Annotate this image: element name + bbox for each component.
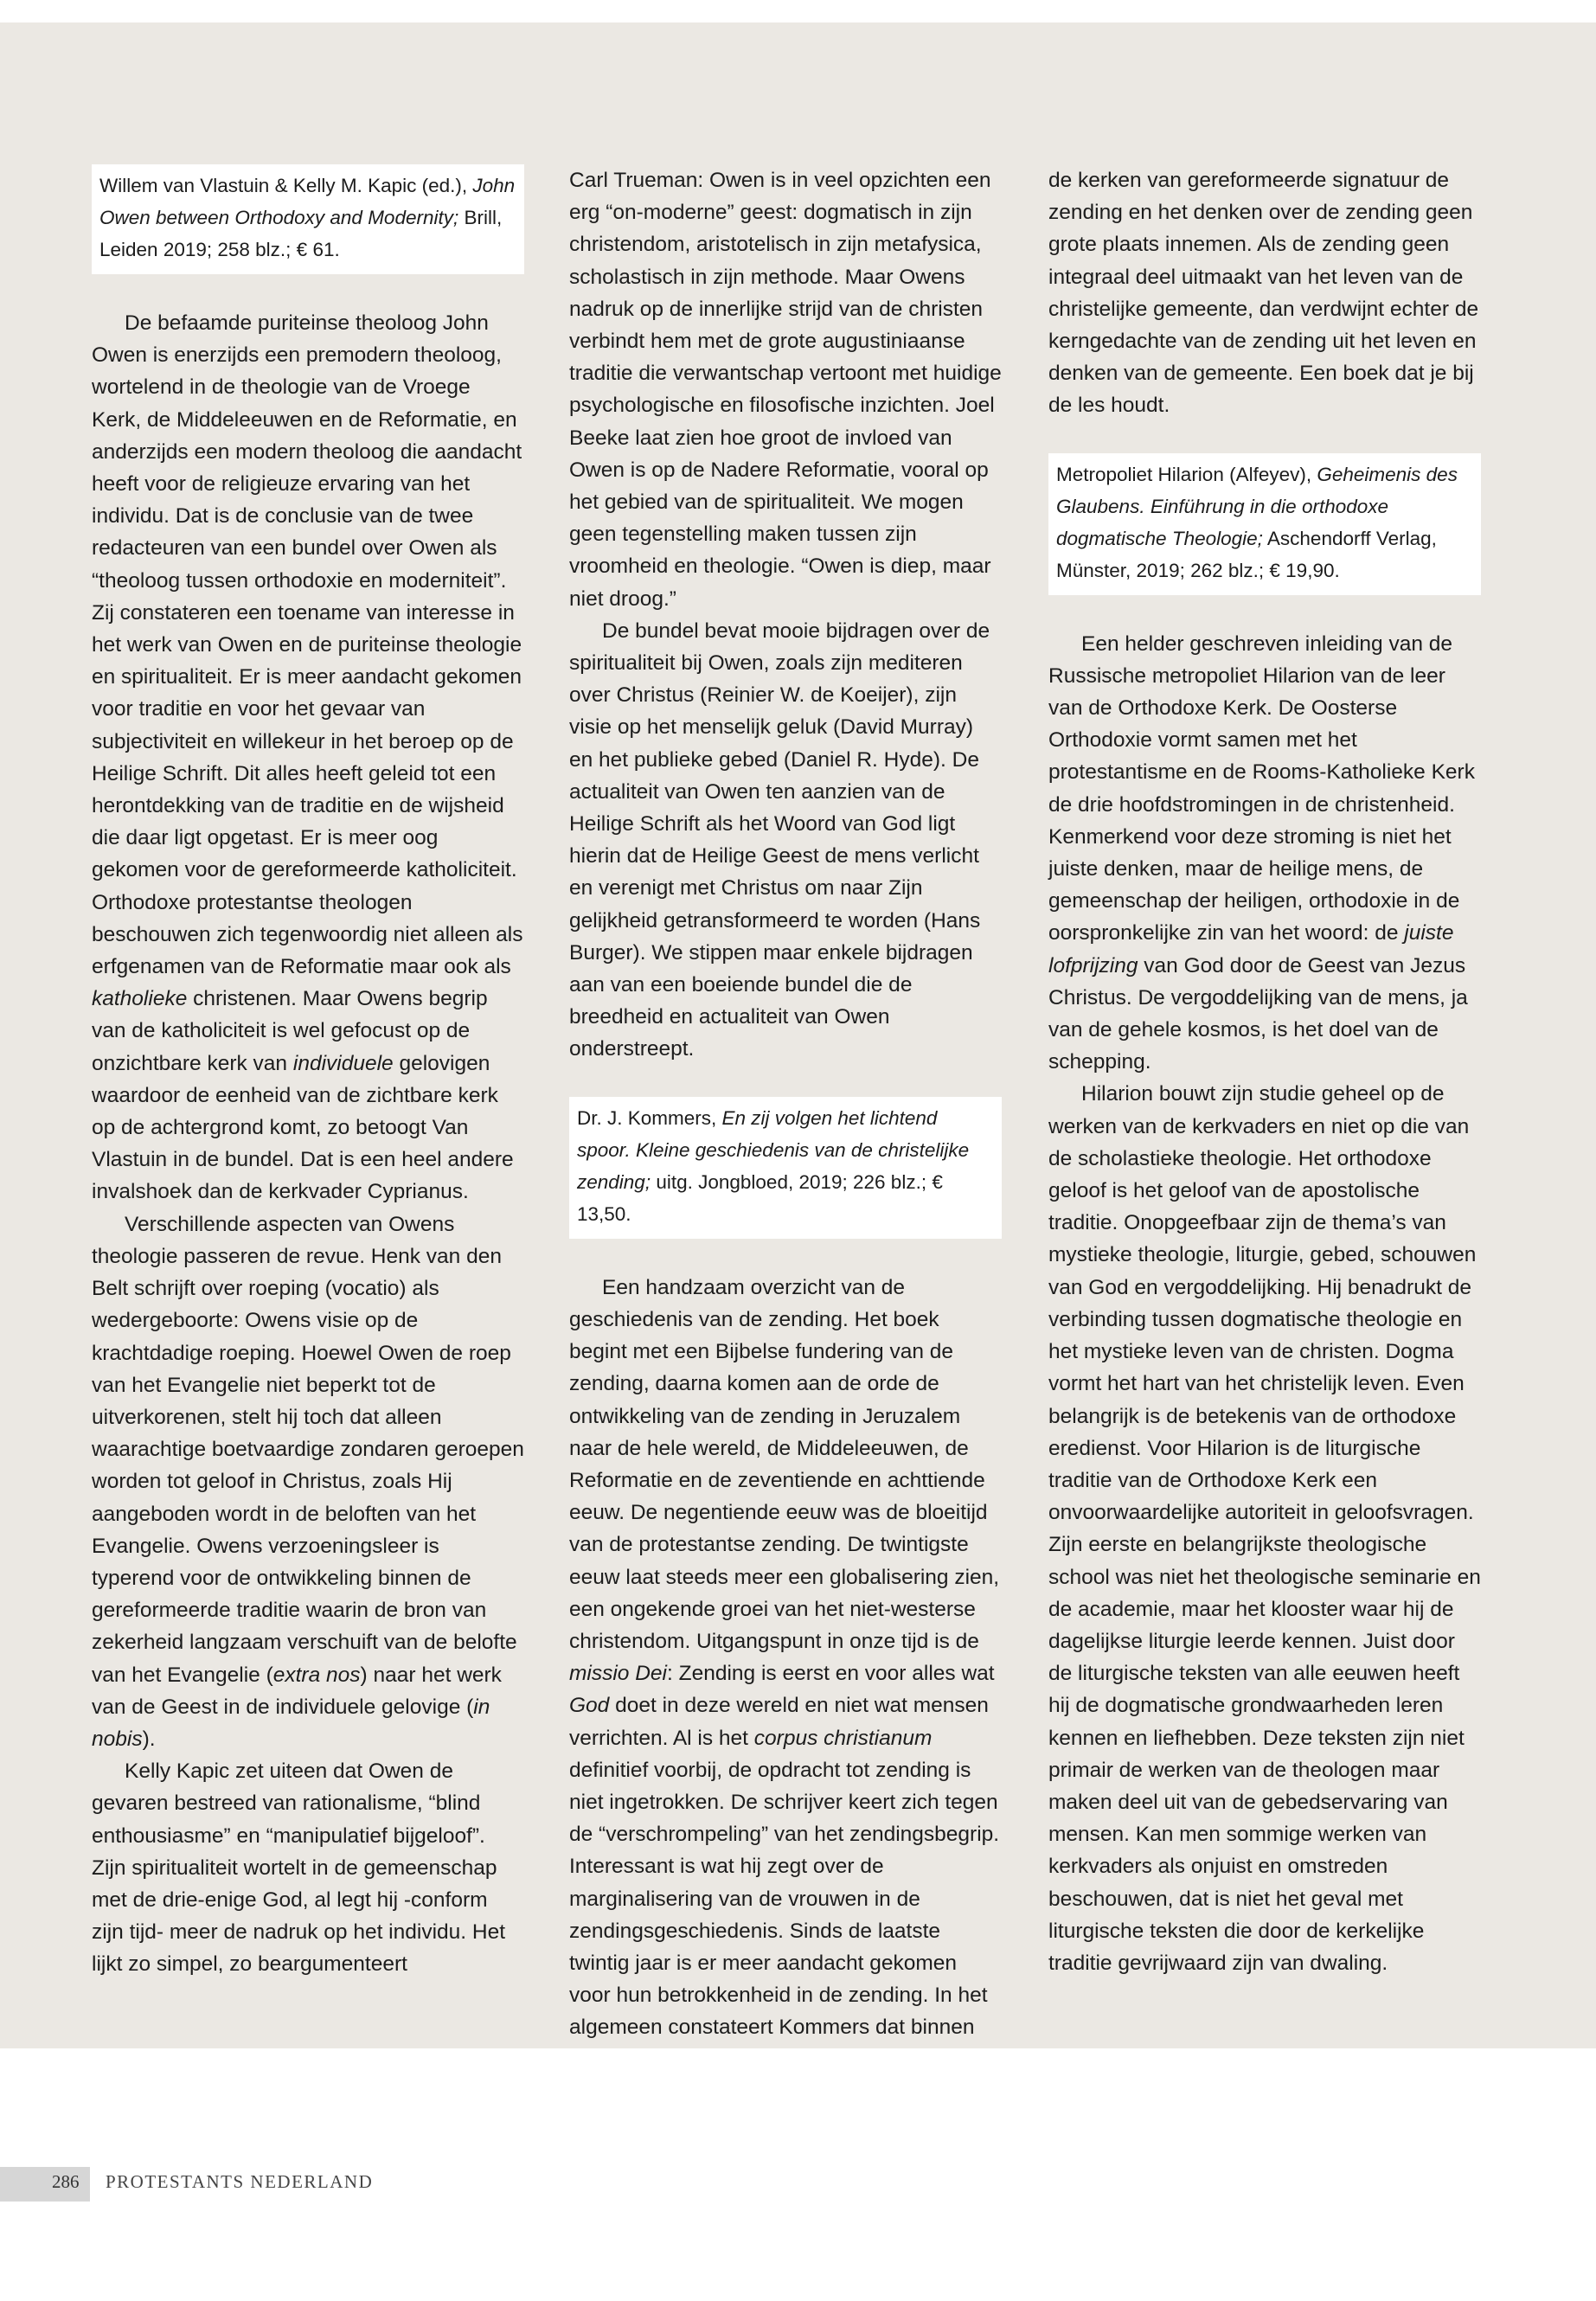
book-authors: Metropoliet Hilarion (Alfeyev),	[1056, 463, 1317, 485]
column-2	[569, 164, 1002, 2044]
book-title: John Owen between Orthodoxy and Modernity;	[99, 175, 516, 228]
book-publisher: uitg. Jongbloed, 2019; 226 blz.; € 13,50.	[577, 1170, 943, 1225]
book-authors: Dr. J. Kommers,	[577, 1106, 722, 1129]
book-title: Geheimenis des Glaubens. Einführung in die orthodoxe dogmatische Theologie;	[1056, 463, 1458, 549]
book-authors: Willem van Vlastuin & Kelly M. Kapic (ed.),	[99, 175, 473, 196]
review-paragraph: Een handzaam overzicht van de geschiedenis van de zending. Het boek begint met een Bijbelse fundering van de zending, daarna komen aan de orde de ontwikkeling van de zending in Jeruzalem naar de hele wereld, de Middeleeuwen, de Reformatie en de zeventiende en achttiende eeuw. De negentiende eeuw was de bloeitijd van de protestantse zending. De twintigste eeuw laat steeds meer een globalisering zien, een ongekende groei van het niet-westerse christendom. Uitgangspunt in onze tijd is de missio Dei: Zending is eerst en voor alles wat God doet in deze wereld en niet wat mensen verrichten. Al is het corpus christianum definitief voorbij, de opdracht tot zending is niet ingetrokken. De schrijver keert zich tegen de “verschrompeling” van het zendingsbegrip. Interessant is wat hij zegt over de marginalisering van de vrouwen in de zendingsgeschiedenis. Sinds de laatste twintig jaar is er meer aandacht gekomen voor hun betrokkenheid in de zending. In het algemeen constateert Kommers dat binnen	[569, 1275, 1000, 2040]
page-number: 286	[52, 2171, 80, 2192]
book-info-box	[569, 1097, 1002, 1239]
book-publisher: Brill, Leiden 2019; 258 blz.; € 61.	[99, 207, 503, 260]
magazine-name: PROTESTANTS NEDERLAND	[106, 2171, 374, 2192]
review-paragraph: De befaamde puriteinse theoloog John Owen is enerzijds een premodern theoloog, wortelend in de theologie van de Vroege Kerk, de Middeleeuwen en de Reformatie, en anderzijds een modern theoloog die aandacht heeft voor de religieuze ervaring van het individu. Dat is de conclusie van de twee redacteuren van een bundel over Owen als “theoloog tussen orthodoxie en moderniteit”. Zij constateren een toename van interesse in het werk van Owen en de puriteinse theologie en spiritualiteit. Er is meer aandacht gekomen voor traditie en voor het gevaar van subjectiviteit en willekeur in het beroep op de Heilige Schrift. Dit alles heeft geleid tot een herontdekking van de traditie en de wijsheid die daar ligt opgetast. Er is meer oog gekomen voor de gereformeerde katholiciteit. Orthodoxe protestantse theologen beschouwen zich tegenwoordig niet alleen als erfgenamen van de Reformatie maar ook als katholieke christenen. Maar Owens begrip van de katholiciteit is wel gefocust op de onzichtbare kerk van individuele gelovigen waardoor de eenheid van de zichtbare kerk op de achtergrond komt, zo betoogt Van Vlastuin in de bundel. Dat is een heel andere invalshoek dan de kerkvader Cyprianus.	[92, 311, 523, 1204]
book-info-box	[92, 164, 524, 274]
review-paragraph: De bundel bevat mooie bijdragen over de spiritualiteit bij Owen, zoals zijn mediteren over Christus (Reinier W. de Koeijer), zijn visie op het menselijk geluk (David Murray) en het publieke gebed (Daniel R. Hyde). De actualiteit van Owen ten aanzien van de Heilige Schrift als het Woord van God ligt hierin dat de Heilige Geest de mens verlicht en verenigt met Christus om naar Zijn gelijkheid getransformeerd te worden (Hans Burger). We stippen maar enkele bijdragen aan van een boeiende bundel die de breedheid en actualiteit van Owen onderstreept.	[569, 619, 990, 1061]
column-3	[1048, 164, 1481, 1979]
book-publisher: Aschendorff Verlag, Münster, 2019; 262 blz.; € 19,90.	[1056, 527, 1437, 581]
column-1	[92, 164, 524, 1981]
review-paragraph: Hilarion bouwt zijn studie geheel op de werken van de kerkvaders en niet op die van de scholastieke theologie. Het orthodoxe geloof is het geloof van de apostolische traditie. Onopgeefbaar zijn de thema’s van mystieke theologie, liturgie, gebed, schouwen van God en vergoddelijking. Hij benadrukt de verbinding tussen dogmatische theologie en het mystieke leven van de christen. Dogma vormt het hart van het christelijk leven. Even belangrijk is de betekenis van de orthodoxe eredienst. Voor Hilarion is de liturgische traditie van de Orthodoxe Kerk een onvoorwaardelijke autoriteit in geloofsvragen. Zijn eerste en belangrijkste theologische school was niet het theologische seminarie en de academie, maar het klooster waar hij de dagelijkse liturgie leerde kennen. Juist door de liturgische teksten van alle eeuwen heeft hij de dogmatische grondwaarheden leren kennen en liefhebben. Deze teksten zijn niet primair de werken van de theologen maar maken deel uit van de gebedservaring van mensen. Kan men sommige werken van kerkvaders als onjuist en omstreden beschouwen, dat is niet het geval met liturgische teksten die door de kerkelijke traditie gevrijwaard zijn van dwaling.	[1048, 1082, 1481, 1975]
review-paragraph: de kerken van gereformeerde signatuur de zending en het denken over de zending geen grote plaats innemen. Als de zending geen integraal deel uitmaakt van het leven van de christelijke gemeente, dan verdwijnt echter de kerngedachte van de zending uit het leven en denken van de gemeente. Een boek dat je bij de les houdt.	[1048, 169, 1479, 418]
review-paragraph: Kelly Kapic zet uiteen dat Owen de gevaren bestreed van rationalisme, “blind enthousiasme” en “manipulatief bijgeloof”. Zijn spiritualiteit wortelt in de gemeenschap met de drie-enige God, al legt hij -conform zijn tijd- meer de nadruk op het individu. Het lijkt zo simpel, zo beargumenteert	[92, 1759, 506, 1977]
review-paragraph: Een helder geschreven inleiding van de Russische metropoliet Hilarion van de leer van de Orthodoxe Kerk. De Oosterse Orthodoxie vormt samen met het protestantisme en de Rooms-Katholieke Kerk de drie hoofdstromingen in de christenheid. Kenmerkend voor deze stroming is niet het juiste denken, maar de heilige mens, de gemeenschap der heiligen, orthodoxie in de oorspronkelijke zin van het woord: de juiste lofprijzing van God door de Geest van Jezus Christus. De vergoddelijking van de mens, ja van de gehele kosmos, is het doel van de schepping.	[1048, 631, 1475, 1074]
review-paragraph: Carl Trueman: Owen is in veel opzichten een erg “on-moderne” geest: dogmatisch in zijn christendom, aristotelisch in zijn metafysica, scholastisch in zijn methode. Maar Owens nadruk op de innerlijke strijd van de christen verbindt hem met de grote augustiniaanse traditie die verwantschap vertoont met huidige psychologische en filosofische inzichten. Joel Beeke laat zien hoe groot de invloed van Owen is op de Nadere Reformatie, vooral op het gebied van de spiritualiteit. We mogen geen tegenstelling maken tussen zijn vroomheid en theologie. “Owen is diep, maar niet droog.”	[569, 169, 1002, 611]
review-paragraph: Verschillende aspecten van Owens theologie passeren de revue. Henk van den Belt schrijft over roeping (vocatio) als wedergeboorte: Owens visie op de krachtdadige roeping. Hoewel Owen de roep van het Evangelie niet beperkt tot de uitverkorenen, stelt hij toch dat alleen waarachtige boetvaardige zondaren geroepen worden tot geloof in Christus, zoals Hij aangeboden wordt in de beloften van het Evangelie. Owens verzoeningsleer is typerend voor de ontwikkeling binnen de gereformeerde traditie waarin de bron van zekerheid langzaam verschuift van de belofte van het Evangelie (extra nos) naar het werk van de Geest in de individuele gelovige (in nobis).	[92, 1212, 524, 1751]
book-title: En zij volgen het lichtend spoor. Kleine geschiedenis van de christelijke zending;	[577, 1106, 970, 1193]
book-info-box	[1048, 453, 1481, 595]
